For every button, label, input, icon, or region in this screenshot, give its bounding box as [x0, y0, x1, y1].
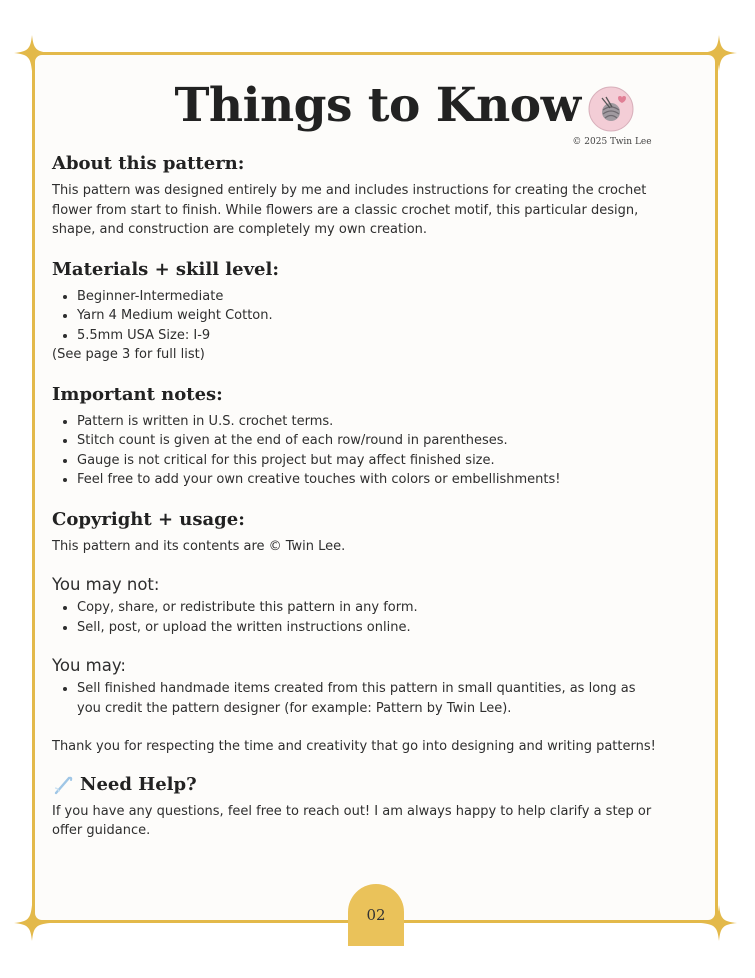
may-not-list: [52, 598, 662, 637]
may-block: [52, 655, 662, 718]
sparkle-star-icon: [701, 35, 737, 71]
help-text: If you have any questions, feel free to reach out! I am always happy to help clarify a step or offer guidance.: [52, 803, 652, 838]
list-item: • Copy, share, or redistribute this pattern in any form.: [77, 598, 662, 618]
page-title: Things to Know: [174, 78, 581, 133]
copyright-heading: Copyright + usage:: [52, 508, 245, 530]
thanks-text: Thank you for respecting the time and creativity that go into designing and writing patterns!: [52, 739, 656, 754]
list-item: • Pattern is written in U.S. crochet terms.: [77, 412, 662, 432]
may-not-label: You may not:: [52, 575, 160, 594]
about-text: This pattern was designed entirely by me and includes instructions for creating the crochet flower from start to finish. While flowers are a classic crochet motif, this particular design, shape, and construction are completely my own creation.: [52, 183, 647, 237]
may-list: [52, 679, 662, 718]
may-not-block: [52, 574, 662, 637]
sparkle-star-icon: [14, 35, 50, 71]
copyright-tag: © 2025 Twin Lee: [572, 137, 652, 147]
materials-heading: Materials + skill level:: [52, 258, 279, 280]
materials-list: [52, 287, 662, 346]
yarn-ball-logo-icon: [588, 86, 634, 132]
materials-section: [52, 258, 662, 365]
content: [52, 152, 662, 841]
copyright-section: [52, 508, 662, 757]
help-heading: Need Help?: [80, 773, 197, 795]
crochet-hook-icon: [52, 774, 74, 796]
materials-note: (See page 3 for full list): [52, 347, 205, 362]
copyright-text: This pattern and its contents are © Twin Lee.: [52, 538, 346, 554]
list-item: • Yarn 4 Medium weight Cotton.: [77, 306, 662, 326]
page-number: 02: [348, 884, 404, 946]
list-item: • 5.5mm USA Size: I-9: [77, 326, 662, 346]
list-item: • Feel free to add your own creative touches with colors or embellishments!: [77, 470, 662, 490]
about-heading: About this pattern:: [52, 153, 245, 174]
help-section: [52, 773, 662, 841]
help-header: [52, 773, 662, 797]
may-label: You may:: [52, 656, 126, 675]
list-item: • Beginner-Intermediate: [77, 287, 662, 307]
list-item: • Gauge is not critical for this project but may affect finished size.: [77, 451, 662, 471]
notes-list: [52, 412, 662, 490]
sparkle-star-icon: [701, 905, 737, 941]
notes-section: [52, 383, 662, 490]
notes-heading: Important notes:: [52, 383, 223, 405]
list-item: • Sell, post, or upload the written instructions online.: [77, 618, 662, 638]
sparkle-star-icon: [14, 905, 50, 941]
about-section: [52, 152, 662, 240]
list-item: • Stitch count is given at the end of each row/round in parentheses.: [77, 431, 662, 451]
list-item: • Sell finished handmade items created from this pattern in small quantities, as long as you credit the pattern designer (for example: Pattern by Twin Lee).: [77, 679, 662, 718]
